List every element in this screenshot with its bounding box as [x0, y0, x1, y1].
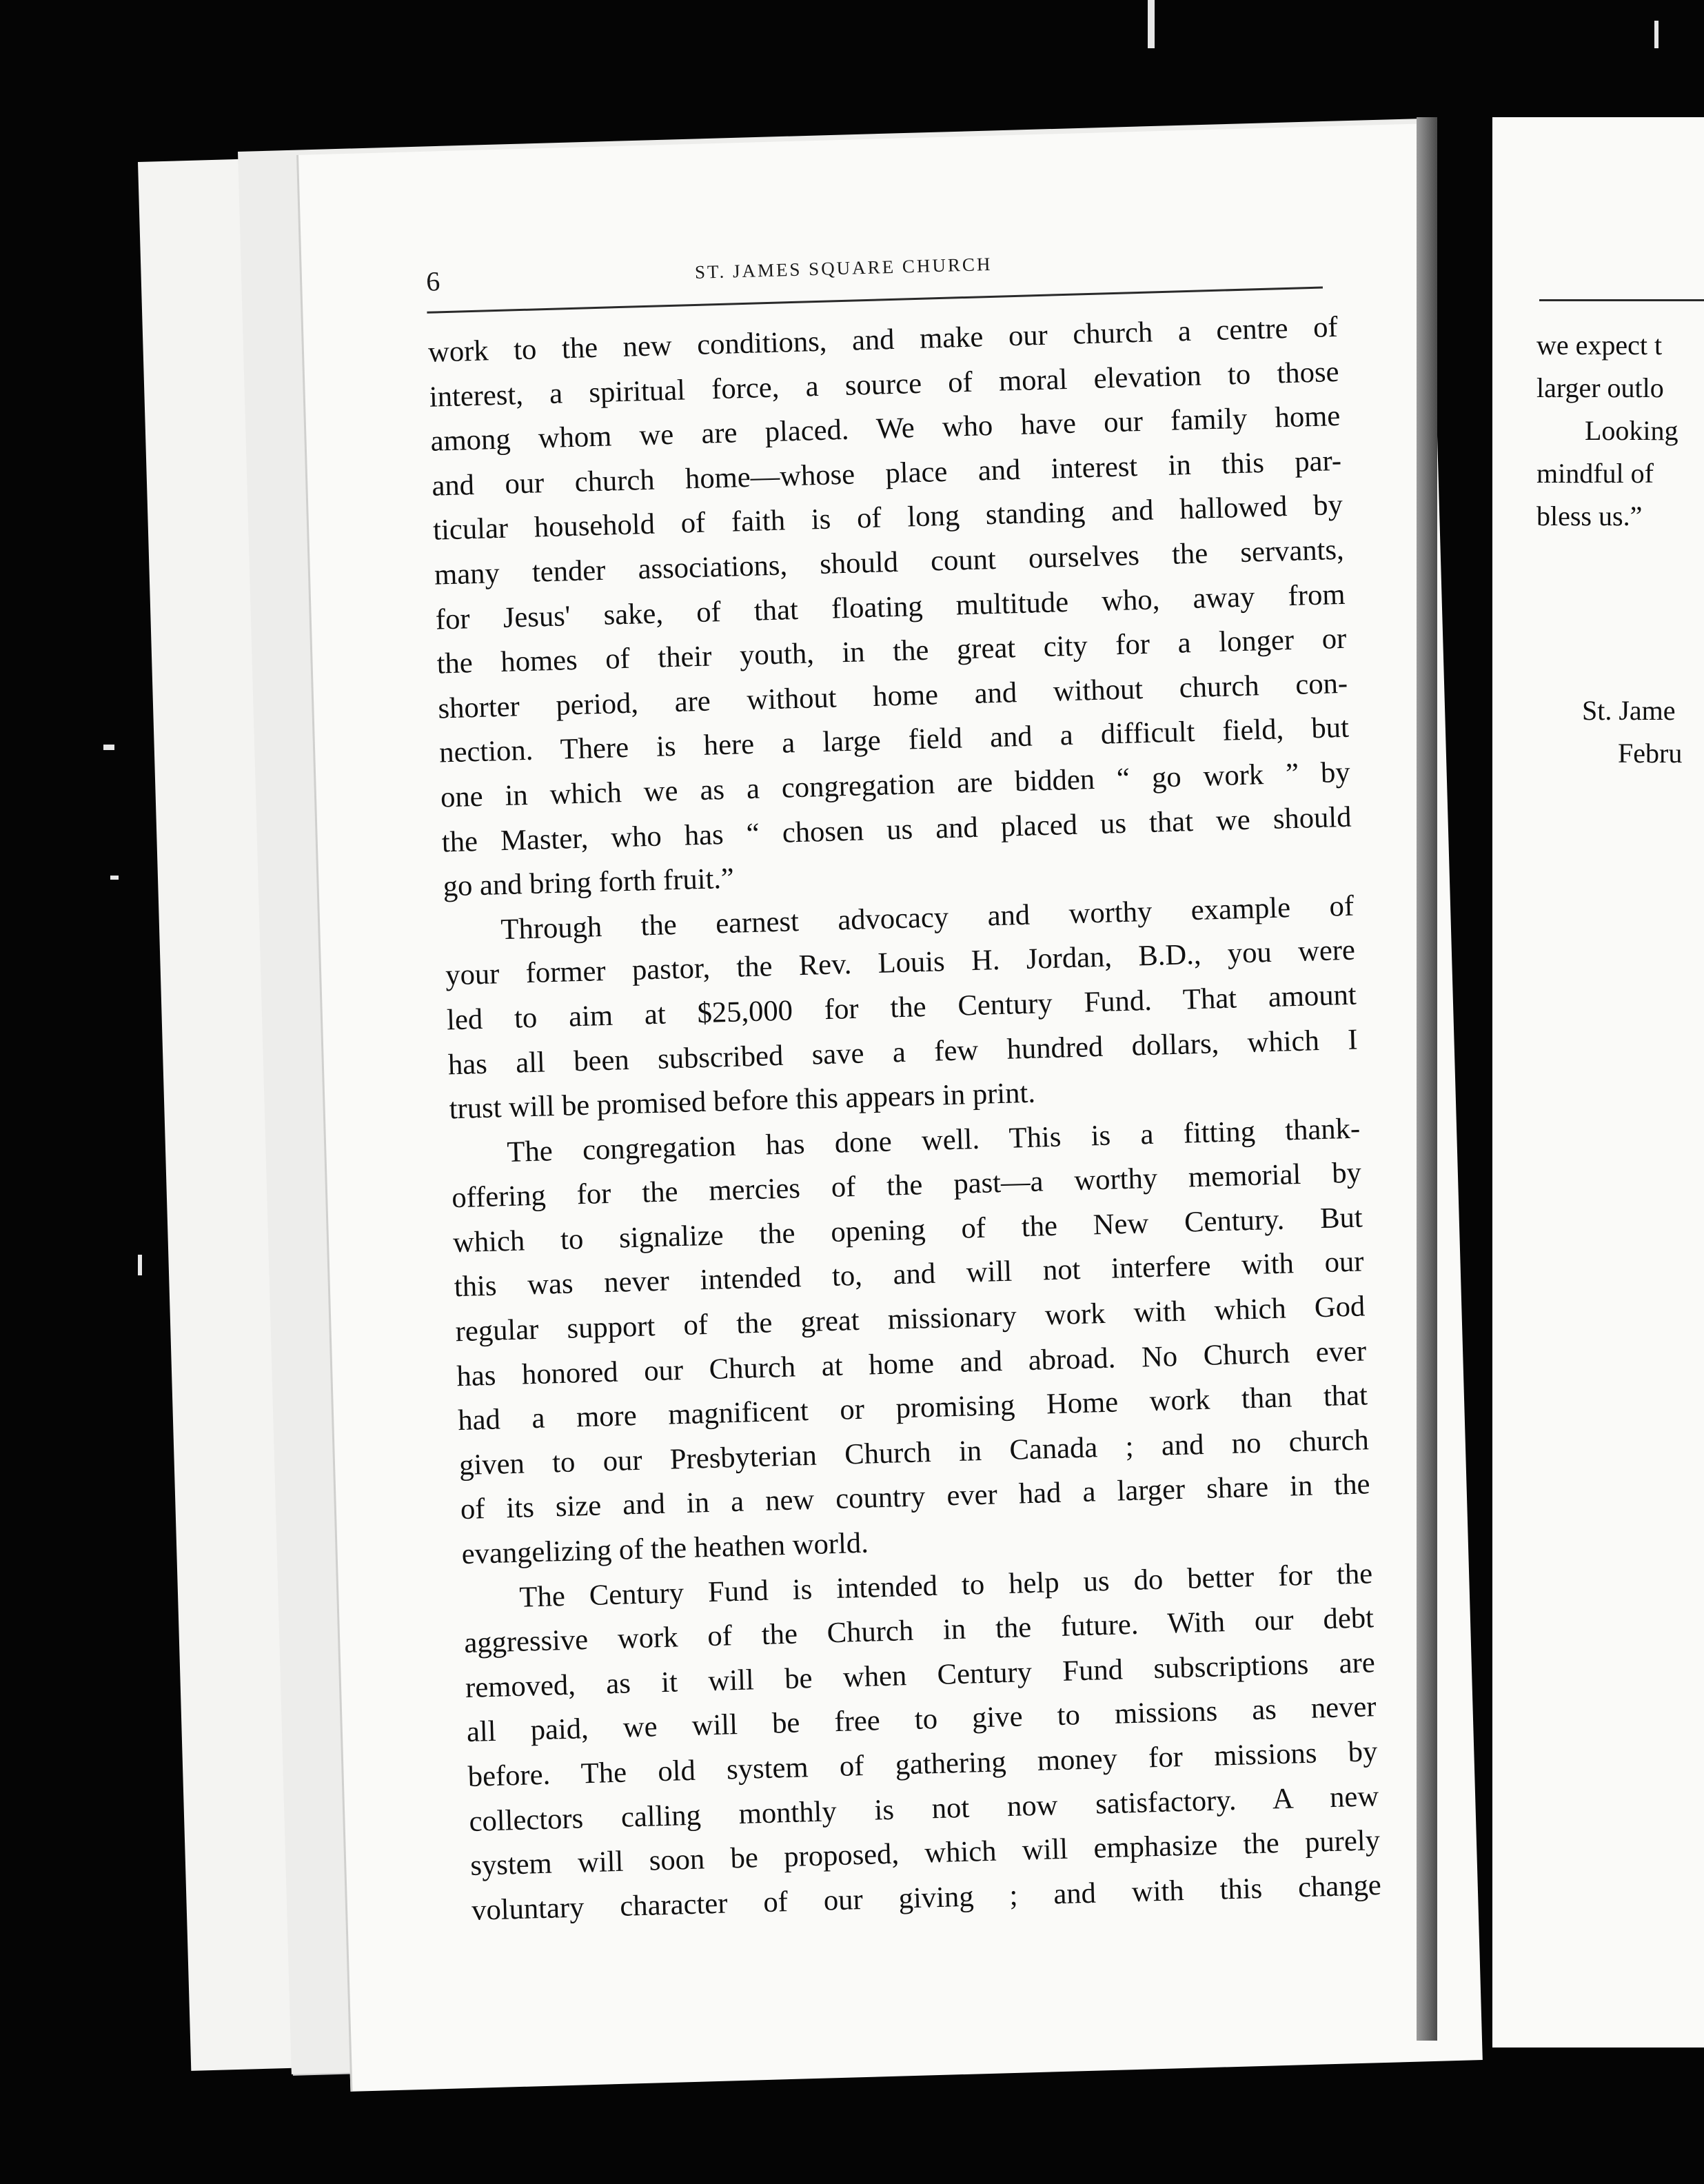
text-line: of its size and in a new country ever had a larger share in the	[460, 1468, 1371, 1526]
text-line: larger outlo	[1536, 372, 1664, 403]
running-head: ST. JAMES SQUARE CHURCH	[694, 253, 993, 283]
text-line: ticular household of faith is of long standing and hallowed by	[432, 489, 1343, 547]
page-number: 6	[425, 265, 440, 297]
text-line: all paid, we will be free to give to missions as never	[466, 1690, 1377, 1749]
text-line: offering for the mercies of the past—a worthy memorial by	[451, 1156, 1362, 1215]
text-line: bless us.”	[1536, 501, 1643, 532]
text-line: given to our Presbyterian Church in Canada ; and no church	[458, 1424, 1370, 1482]
text-line: the homes of their youth, in the great city for a longer or	[436, 622, 1347, 680]
page-gutter-shadow	[1417, 117, 1437, 2041]
text-line: led to aim at $25,000 for the Century Fund. That amount	[446, 978, 1357, 1037]
text-line: The congregation has done well. This is a fitting thank-	[506, 1112, 1361, 1169]
text-line: aggressive work of the Church in the future. With our debt	[463, 1601, 1375, 1660]
text-line: The Century Fund is intended to help us do better for the	[518, 1557, 1373, 1614]
text-line: among whom we are placed. We who have our family home	[430, 400, 1341, 458]
text-line: one in which we as a congregation are bidden “ go work ” by	[440, 756, 1351, 814]
facing-page-signature	[1582, 689, 1682, 775]
text-line: trust will be promised before this appears in print.	[449, 1076, 1036, 1126]
text-line: before. The old system of gathering money for missions by	[467, 1735, 1378, 1793]
text-line: mindful of	[1536, 458, 1654, 489]
text-line: has honored our Church at home and abroad. No Church ever	[456, 1335, 1367, 1393]
text-line: which to signalize the opening of the New Century. But	[452, 1201, 1363, 1260]
text-line: Through the earnest advocacy and worthy example of	[500, 889, 1355, 946]
text-line: regular support of the great missionary work with which God	[455, 1290, 1366, 1348]
text-line: collectors calling monthly is not now satisfactory. A new	[468, 1779, 1379, 1838]
text-line: evangelizing of the heathen world.	[461, 1526, 869, 1571]
text-line: removed, as it will be when Century Fund subscriptions are	[465, 1646, 1376, 1704]
facing-page-rule	[1539, 299, 1704, 301]
dust-speck	[1148, 0, 1155, 48]
page-header	[426, 239, 1357, 307]
dust-speck	[1654, 21, 1659, 48]
dust-speck	[110, 876, 119, 880]
text-line: your former pastor, the Rev. Louis H. Jordan, B.D., you were	[445, 933, 1356, 992]
text-line: go and bring forth fruit.”	[443, 862, 735, 903]
text-line: shorter period, are without home and without church con-	[437, 667, 1348, 725]
facing-page-fragment	[1492, 117, 1704, 2048]
text-line: has all been subscribed save a few hundred dollars, which I	[447, 1023, 1359, 1081]
text-line: Looking	[1585, 415, 1678, 446]
text-line: work to the new conditions, and make our church a centre of	[427, 310, 1339, 369]
text-line: had a more magnificent or promising Home work than that	[457, 1379, 1368, 1437]
text-line: for Jesus' sake, of that floating multitude who, away from	[435, 578, 1346, 636]
dust-speck	[103, 745, 114, 750]
text-line: nection. There is here a large field and a difficult field, but	[438, 711, 1350, 769]
text-line: system will soon be proposed, which will emphasize the purely	[469, 1824, 1381, 1883]
page-six	[296, 123, 1483, 2092]
facing-page-text	[1536, 324, 1678, 538]
body-text	[427, 305, 1381, 1933]
text-line: we expect t	[1536, 330, 1663, 361]
dust-speck	[138, 1255, 142, 1275]
text-line: many tender associations, should count ourselves the servants,	[434, 533, 1345, 592]
text-line: interest, a spiritual force, a source of moral elevation to those	[429, 355, 1340, 414]
text-line: this was never intended to, and will not interfere with our	[454, 1245, 1365, 1304]
text-line: St. Jame	[1582, 695, 1676, 726]
text-line: voluntary character of our giving ; and with this change	[471, 1868, 1382, 1927]
text-line: Febru	[1618, 738, 1683, 769]
text-line: the Master, who has “ chosen us and placed us that we should	[441, 800, 1352, 859]
text-line: and our church home—whose place and interest in this par-	[431, 444, 1342, 503]
